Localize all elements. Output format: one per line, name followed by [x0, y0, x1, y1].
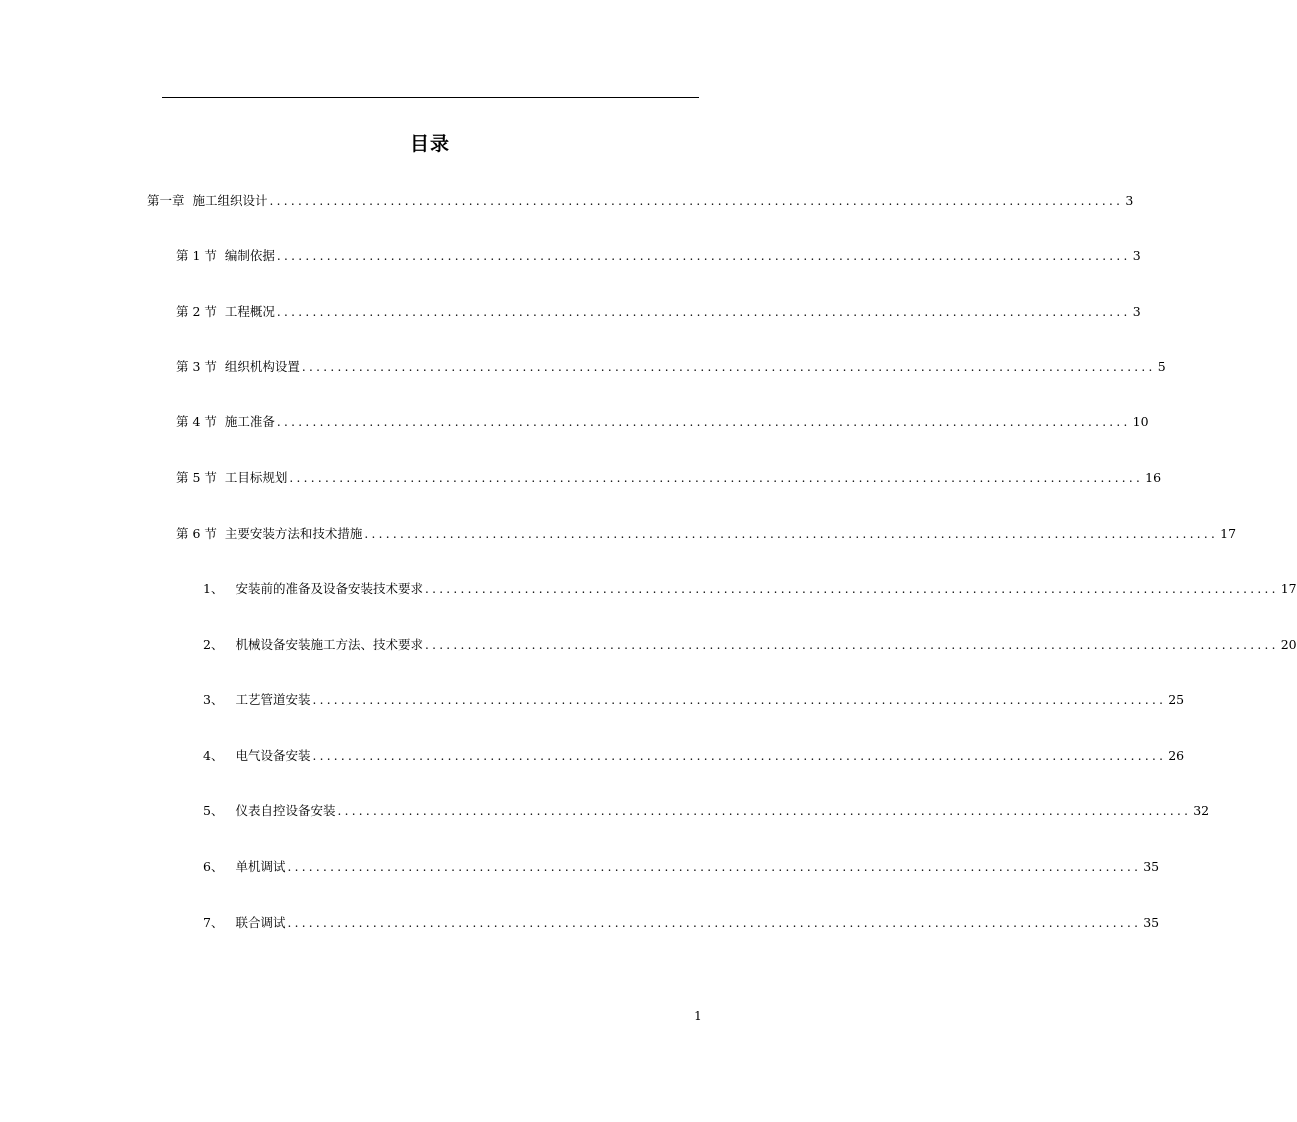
- toc-entry-text: 联合调试: [235, 915, 286, 930]
- toc-entry-page: 3: [1125, 193, 1134, 208]
- toc-entry-number: 3、: [203, 692, 224, 707]
- toc-entry-label: [176, 524, 362, 544]
- toc-entry-number: 第 4 节: [176, 414, 217, 429]
- toc-leader-dots: ........................................................................................................................: [312, 749, 1167, 763]
- toc-entry-number: 第 1 节: [176, 248, 217, 263]
- toc-title: 目录: [409, 133, 450, 155]
- toc-entry-page: 5: [1157, 359, 1166, 374]
- toc-entry-number: 第 3 节: [176, 359, 217, 374]
- toc-entry-number: 第 5 节: [176, 470, 217, 485]
- toc-entry-label: [176, 468, 287, 488]
- toc-entry-page: 10: [1132, 414, 1149, 429]
- toc-leader-dots: ........................................................................................................................: [424, 638, 1279, 652]
- toc-entry-item-7[interactable]: [203, 913, 1160, 933]
- toc-entry-label: [203, 579, 423, 599]
- toc-entry-text: 施工组织设计: [192, 193, 268, 208]
- toc-leader-dots: ........................................................................................................................: [289, 471, 1144, 485]
- page-number: 1: [694, 1009, 702, 1023]
- toc-entry-text: 仪表自控设备安装: [235, 803, 336, 818]
- toc-entry-number: 2、: [203, 637, 224, 652]
- toc-entry-section-3[interactable]: [176, 357, 1166, 377]
- toc-leader-dots: ........................................................................................................................: [276, 249, 1131, 263]
- toc-entry-number: 第 6 节: [176, 526, 217, 541]
- toc-entry-number: 第 2 节: [176, 304, 217, 319]
- toc-entry-label: [203, 635, 423, 655]
- toc-entry-item-6[interactable]: [203, 857, 1160, 877]
- toc-entry-label: [203, 746, 310, 766]
- toc-entry-number: 第一章: [147, 193, 185, 208]
- toc-entry-text: 工目标规划: [224, 470, 288, 485]
- toc-entry-page: 32: [1193, 803, 1210, 818]
- toc-entry-page: 17: [1220, 526, 1237, 541]
- toc-entry-item-3[interactable]: [203, 690, 1185, 710]
- toc-leader-dots: ........................................................................................................................: [276, 415, 1131, 429]
- toc-entry-page: 35: [1143, 915, 1160, 930]
- toc-entry-label: [176, 412, 275, 432]
- toc-entry-section-4[interactable]: [176, 412, 1149, 432]
- toc-entry-label: [176, 357, 300, 377]
- toc-entry-item-1[interactable]: [203, 579, 1297, 599]
- toc-entry-page: 35: [1143, 859, 1160, 874]
- toc-entry-page: 26: [1168, 748, 1185, 763]
- toc-entry-section-1[interactable]: [176, 246, 1141, 266]
- toc-leader-dots: ........................................................................................................................: [424, 582, 1279, 596]
- toc-entry-label: [147, 191, 268, 211]
- toc-entry-text: 电气设备安装: [235, 748, 311, 763]
- toc-entry-number: 6、: [203, 859, 224, 874]
- toc-entry-label: [176, 246, 275, 266]
- toc-entry-text: 施工准备: [224, 414, 275, 429]
- toc-entry-item-5[interactable]: [203, 801, 1210, 821]
- toc-entry-chapter-1[interactable]: [147, 191, 1134, 211]
- toc-entry-label: [203, 913, 285, 933]
- toc-entry-text: 组织机构设置: [224, 359, 300, 374]
- toc-leader-dots: ........................................................................................................................: [337, 804, 1192, 818]
- toc-leader-dots: ........................................................................................................................: [312, 693, 1167, 707]
- toc-entry-number: 1、: [203, 581, 224, 596]
- toc-entry-text: 安装前的准备及设备安装技术要求: [235, 581, 423, 596]
- toc-leader-dots: ........................................................................................................................: [287, 916, 1142, 930]
- toc-entry-page: 16: [1145, 470, 1162, 485]
- toc-entry-page: 3: [1132, 304, 1141, 319]
- toc-leader-dots: ........................................................................................................................: [301, 360, 1156, 374]
- toc-entry-page: 20: [1280, 637, 1297, 652]
- toc-entry-item-4[interactable]: [203, 746, 1185, 766]
- toc-entry-label: [203, 801, 335, 821]
- toc-entry-number: 5、: [203, 803, 224, 818]
- toc-leader-dots: ........................................................................................................................: [269, 194, 1124, 208]
- toc-entry-section-2[interactable]: [176, 302, 1141, 322]
- toc-entry-number: 7、: [203, 915, 224, 930]
- toc-entry-item-2[interactable]: [203, 635, 1297, 655]
- toc-entry-text: 工艺管道安装: [235, 692, 311, 707]
- toc-entry-text: 编制依据: [224, 248, 275, 263]
- toc-leader-dots: ........................................................................................................................: [364, 527, 1219, 541]
- toc-entry-text: 主要安装方法和技术措施: [224, 526, 363, 541]
- toc-entry-text: 机械设备安装施工方法、技术要求: [235, 637, 423, 652]
- toc-entry-text: 单机调试: [235, 859, 286, 874]
- toc-entry-text: 工程概况: [224, 304, 275, 319]
- toc-leader-dots: ........................................................................................................................: [287, 860, 1142, 874]
- toc-entry-page: 17: [1280, 581, 1297, 596]
- toc-entry-label: [176, 302, 275, 322]
- toc-leader-dots: ........................................................................................................................: [276, 305, 1131, 319]
- toc-entry-section-6[interactable]: [176, 524, 1237, 544]
- toc-entry-page: 25: [1168, 692, 1185, 707]
- toc-entry-page: 3: [1132, 248, 1141, 263]
- toc-entry-section-5[interactable]: [176, 468, 1162, 488]
- toc-entry-number: 4、: [203, 748, 224, 763]
- toc-entry-label: [203, 690, 310, 710]
- toc-entry-label: [203, 857, 285, 877]
